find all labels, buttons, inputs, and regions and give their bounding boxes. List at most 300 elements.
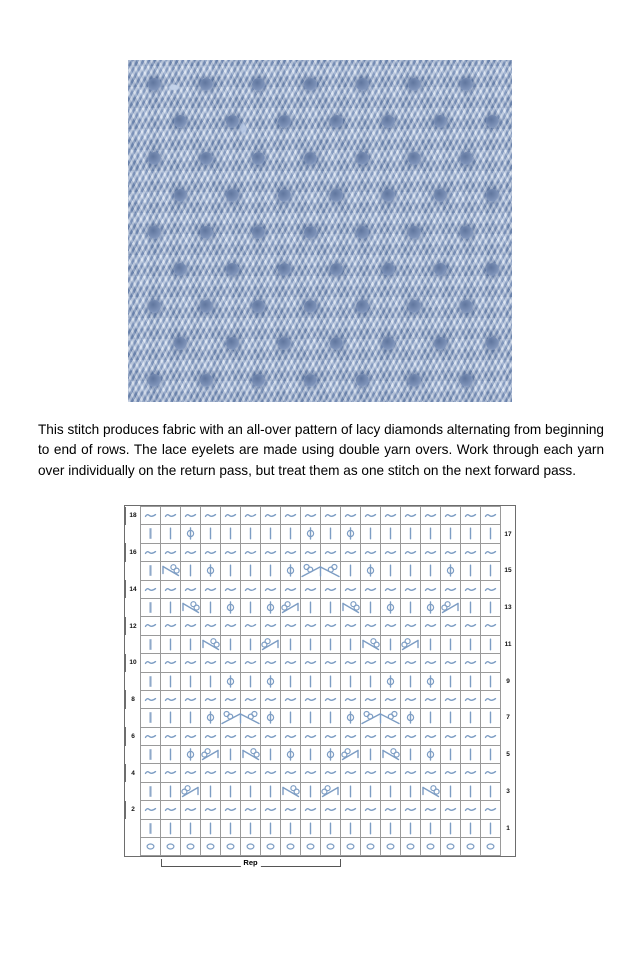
purl-symbol xyxy=(341,764,360,781)
chart-cell xyxy=(181,819,201,837)
chart-cell xyxy=(201,782,221,800)
cast-on-symbol xyxy=(401,838,420,855)
knit-symbol xyxy=(441,820,460,837)
chart-cell xyxy=(281,543,301,561)
purl-symbol xyxy=(181,617,200,634)
chart-cell xyxy=(341,838,361,856)
chart-cell xyxy=(141,801,161,819)
chart-cell xyxy=(301,709,321,727)
eyelet-hole xyxy=(304,300,317,313)
purl-symbol xyxy=(301,764,320,781)
chart-cell xyxy=(481,598,501,616)
chart-cell xyxy=(161,543,181,561)
chart-cell xyxy=(401,838,421,856)
chart-cell xyxy=(361,782,381,800)
chart-cell xyxy=(361,838,381,856)
chart-cell xyxy=(221,746,241,764)
purl-symbol xyxy=(421,581,440,598)
yarn-over-symbol xyxy=(221,673,240,690)
purl-symbol xyxy=(381,507,400,524)
knit-symbol xyxy=(261,525,280,542)
chart-cell xyxy=(401,690,421,708)
purl-symbol xyxy=(161,654,180,671)
chart-cell xyxy=(181,654,201,672)
purl-symbol xyxy=(481,764,500,781)
chart-cell xyxy=(241,598,261,616)
eyelet-hole xyxy=(382,263,395,276)
chart-cell xyxy=(441,709,461,727)
row-number-right xyxy=(501,801,516,819)
chart-cell xyxy=(301,654,321,672)
row-number-left: 6 xyxy=(126,727,141,745)
knit-symbol xyxy=(241,562,260,579)
chart-cell xyxy=(341,782,361,800)
knit-symbol xyxy=(321,599,340,616)
eyelet-hole xyxy=(460,226,473,239)
knit-symbol xyxy=(261,562,280,579)
chart-cell xyxy=(201,598,221,616)
purl-symbol xyxy=(401,581,420,598)
chart-cell xyxy=(161,525,181,543)
chart-cell xyxy=(321,543,341,561)
chart-cell xyxy=(461,782,481,800)
chart-cell xyxy=(341,635,361,653)
chart-row-10 xyxy=(126,654,516,672)
row-number-right xyxy=(501,690,516,708)
chart-cell xyxy=(361,525,381,543)
chart-cell xyxy=(201,838,221,856)
chart-cell xyxy=(241,746,261,764)
chart-cell xyxy=(221,507,241,525)
repeat-label: Rep xyxy=(240,858,260,867)
chart-cell xyxy=(481,525,501,543)
knit-symbol xyxy=(241,783,260,800)
chart-cell xyxy=(361,562,381,580)
purl-symbol xyxy=(161,581,180,598)
center-double-decrease-symbol xyxy=(381,709,400,726)
purl-symbol xyxy=(201,617,220,634)
purl-symbol xyxy=(301,654,320,671)
eyelet-hole xyxy=(278,189,291,202)
row-number-right: 17 xyxy=(504,530,512,538)
eyelet-hole xyxy=(278,263,291,276)
knit-symbol xyxy=(141,709,160,726)
repeat-bracket-bar xyxy=(161,859,341,867)
chart-cell xyxy=(461,746,481,764)
chart-cell xyxy=(381,654,401,672)
chart-cell xyxy=(181,525,201,543)
purl-symbol xyxy=(441,801,460,818)
purl-symbol xyxy=(221,544,240,561)
knit-symbol xyxy=(401,599,420,616)
purl-symbol xyxy=(241,691,260,708)
knit-symbol xyxy=(141,746,160,763)
chart-cell xyxy=(341,690,361,708)
chart-cell xyxy=(321,819,341,837)
purl-symbol xyxy=(201,544,220,561)
purl-symbol xyxy=(201,507,220,524)
knit-symbol xyxy=(201,525,220,542)
chart-cell xyxy=(181,801,201,819)
chart-cell xyxy=(381,746,401,764)
knit-symbol xyxy=(181,709,200,726)
chart-cell xyxy=(281,801,301,819)
chart-cell xyxy=(161,819,181,837)
yarn-over-symbol xyxy=(261,599,280,616)
purl-symbol xyxy=(421,507,440,524)
chart-cell xyxy=(261,764,281,782)
purl-symbol xyxy=(281,801,300,818)
chart-cell xyxy=(341,709,361,727)
eyelet-hole xyxy=(252,374,265,387)
chart-cell xyxy=(401,635,421,653)
chart-cell xyxy=(421,562,441,580)
chart-cell xyxy=(161,635,181,653)
center-double-decrease-symbol xyxy=(361,709,380,726)
purl-symbol xyxy=(221,617,240,634)
purl-symbol xyxy=(241,544,260,561)
knit-symbol xyxy=(381,525,400,542)
chart-cell xyxy=(221,690,241,708)
purl-symbol xyxy=(321,691,340,708)
chart-cell xyxy=(481,709,501,727)
chart-cell xyxy=(261,746,281,764)
row-number-right: 15 xyxy=(504,567,512,575)
eyelet-hole xyxy=(148,152,161,165)
eyelet-hole xyxy=(408,300,421,313)
chart-cell xyxy=(221,709,241,727)
knit-symbol xyxy=(181,673,200,690)
chart-cell xyxy=(201,672,221,690)
purl-symbol xyxy=(221,728,240,745)
yarn-over-symbol xyxy=(181,746,200,763)
knit-symbol xyxy=(481,562,500,579)
knit-symbol xyxy=(481,599,500,616)
purl-symbol xyxy=(321,654,340,671)
chart-cell xyxy=(181,507,201,525)
purl-symbol xyxy=(321,801,340,818)
chart-cell xyxy=(141,746,161,764)
eyelet-hole xyxy=(304,374,317,387)
chart-cell xyxy=(161,654,181,672)
chart-cell xyxy=(261,819,281,837)
knit-symbol xyxy=(301,783,320,800)
chart-cell xyxy=(441,654,461,672)
left-decrease-yo-symbol xyxy=(281,783,300,800)
chart-cell xyxy=(261,617,281,635)
chart-cell xyxy=(141,635,161,653)
chart-cell xyxy=(381,801,401,819)
chart-cell xyxy=(361,543,381,561)
cast-on-symbol xyxy=(281,838,300,855)
purl-symbol xyxy=(141,507,160,524)
chart-cell xyxy=(341,507,361,525)
chart-cell xyxy=(441,782,461,800)
purl-symbol xyxy=(281,691,300,708)
left-decrease-yo-symbol xyxy=(341,599,360,616)
eyelet-hole xyxy=(460,78,473,91)
knit-symbol xyxy=(381,820,400,837)
purl-symbol xyxy=(441,507,460,524)
knit-symbol xyxy=(301,820,320,837)
eyelet-hole xyxy=(330,189,343,202)
purl-symbol xyxy=(481,728,500,745)
purl-symbol xyxy=(201,581,220,598)
knit-symbol xyxy=(481,673,500,690)
knit-symbol xyxy=(201,783,220,800)
purl-symbol xyxy=(341,801,360,818)
row-number-left: 16 xyxy=(126,543,141,561)
purl-symbol xyxy=(281,728,300,745)
right-decrease-yo-symbol xyxy=(321,783,340,800)
yarn-over-symbol xyxy=(341,525,360,542)
chart-cell xyxy=(441,562,461,580)
chart-cell xyxy=(361,580,381,598)
purl-symbol xyxy=(401,801,420,818)
purl-symbol xyxy=(341,728,360,745)
chart-cell xyxy=(301,635,321,653)
knit-symbol xyxy=(401,783,420,800)
chart-cell xyxy=(161,672,181,690)
chart-cell xyxy=(141,819,161,837)
knit-symbol xyxy=(421,636,440,653)
purl-symbol xyxy=(241,764,260,781)
chart-cell xyxy=(201,580,221,598)
knit-symbol xyxy=(481,783,500,800)
chart-cell xyxy=(281,580,301,598)
purl-symbol xyxy=(341,507,360,524)
chart-cell xyxy=(401,617,421,635)
knit-symbol xyxy=(401,820,420,837)
purl-symbol xyxy=(181,691,200,708)
chart-cell xyxy=(261,507,281,525)
knit-symbol xyxy=(281,820,300,837)
purl-symbol xyxy=(401,691,420,708)
chart-cell xyxy=(261,672,281,690)
chart-cell xyxy=(241,562,261,580)
chart-cell xyxy=(421,654,441,672)
chart-cell xyxy=(441,580,461,598)
knit-symbol xyxy=(461,673,480,690)
yarn-over-symbol xyxy=(261,709,280,726)
row-number-left xyxy=(126,782,141,800)
yarn-over-symbol xyxy=(201,709,220,726)
cast-on-symbol xyxy=(301,838,320,855)
eyelet-hole xyxy=(382,115,395,128)
knit-symbol xyxy=(341,636,360,653)
left-decrease-yo-symbol xyxy=(361,636,380,653)
knit-symbol xyxy=(241,636,260,653)
chart-cell xyxy=(261,838,281,856)
purl-symbol xyxy=(361,617,380,634)
row-number-right xyxy=(501,838,516,856)
eyelet-hole xyxy=(408,226,421,239)
knit-symbol xyxy=(321,673,340,690)
eyelet-hole xyxy=(148,374,161,387)
chart-cell xyxy=(401,672,421,690)
eyelet-hole xyxy=(330,115,343,128)
chart-cell xyxy=(301,764,321,782)
eyelet-hole xyxy=(486,337,499,350)
chart-cell xyxy=(421,617,441,635)
chart-cell xyxy=(281,507,301,525)
chart-cell xyxy=(421,598,441,616)
chart-cell xyxy=(241,507,261,525)
purl-symbol xyxy=(321,728,340,745)
purl-symbol xyxy=(201,654,220,671)
purl-symbol xyxy=(381,654,400,671)
purl-symbol xyxy=(281,507,300,524)
chart-cell xyxy=(341,764,361,782)
purl-symbol xyxy=(481,801,500,818)
chart-cell xyxy=(221,598,241,616)
row-number-right: 5 xyxy=(506,751,510,759)
chart-cell xyxy=(181,672,201,690)
eyelet-hole xyxy=(174,337,187,350)
chart-cell xyxy=(261,598,281,616)
chart-cell xyxy=(461,562,481,580)
knit-symbol xyxy=(141,783,160,800)
purl-symbol xyxy=(201,728,220,745)
chart-grid-border xyxy=(124,505,516,857)
chart-cell xyxy=(261,635,281,653)
eyelet-hole xyxy=(486,189,499,202)
chart-cell xyxy=(361,672,381,690)
knit-symbol xyxy=(361,673,380,690)
left-decrease-yo-symbol xyxy=(421,783,440,800)
center-double-decrease-symbol xyxy=(321,562,340,579)
knit-symbol xyxy=(461,636,480,653)
knit-symbol xyxy=(461,562,480,579)
row-number-right xyxy=(501,727,516,745)
chart-cell xyxy=(301,543,321,561)
chart-cell xyxy=(301,838,321,856)
chart-cell xyxy=(161,690,181,708)
purl-symbol xyxy=(361,544,380,561)
chart-cell xyxy=(261,709,281,727)
knit-symbol xyxy=(441,525,460,542)
purl-symbol xyxy=(461,654,480,671)
chart-cell xyxy=(461,598,481,616)
chart-row-2 xyxy=(126,801,516,819)
purl-symbol xyxy=(381,581,400,598)
chart-cell xyxy=(421,709,441,727)
chart-cell xyxy=(181,764,201,782)
purl-symbol xyxy=(141,764,160,781)
purl-symbol xyxy=(281,617,300,634)
yarn-over-symbol xyxy=(261,673,280,690)
chart-cell xyxy=(181,782,201,800)
chart-cell xyxy=(241,580,261,598)
chart-cell xyxy=(481,764,501,782)
chart-cell xyxy=(421,690,441,708)
purl-symbol xyxy=(261,507,280,524)
knit-symbol xyxy=(441,746,460,763)
chart-row-1 xyxy=(126,819,516,837)
eyelet-hole xyxy=(408,374,421,387)
knit-symbol xyxy=(461,820,480,837)
chart-cell xyxy=(141,654,161,672)
knit-symbol xyxy=(241,673,260,690)
chart-cell xyxy=(361,507,381,525)
eyelet-hole xyxy=(356,226,369,239)
purl-symbol xyxy=(341,617,360,634)
chart-cell xyxy=(421,801,441,819)
cast-on-symbol xyxy=(441,838,460,855)
chart-cell xyxy=(261,727,281,745)
knit-symbol xyxy=(461,746,480,763)
chart-cell xyxy=(241,819,261,837)
chart-cell xyxy=(141,598,161,616)
chart-cell xyxy=(381,635,401,653)
purl-symbol xyxy=(461,764,480,781)
yarn-over-symbol xyxy=(181,525,200,542)
eyelet-hole xyxy=(252,152,265,165)
chart-cell xyxy=(201,819,221,837)
chart-cell xyxy=(401,525,421,543)
purl-symbol xyxy=(261,581,280,598)
yarn-over-symbol xyxy=(361,562,380,579)
center-double-decrease-symbol xyxy=(241,709,260,726)
chart-cell xyxy=(281,635,301,653)
chart-cell xyxy=(141,782,161,800)
row-number-left xyxy=(126,838,141,856)
purl-symbol xyxy=(261,728,280,745)
purl-symbol xyxy=(261,691,280,708)
knit-symbol xyxy=(221,746,240,763)
row-number-right xyxy=(501,580,516,598)
eyelet-hole xyxy=(304,78,317,91)
knit-symbol xyxy=(141,599,160,616)
chart-cell xyxy=(201,801,221,819)
chart-cell xyxy=(461,525,481,543)
chart-row-5 xyxy=(126,746,516,764)
chart-cell xyxy=(421,838,441,856)
purl-symbol xyxy=(361,691,380,708)
chart-cell xyxy=(341,543,361,561)
chart-row-0 xyxy=(126,838,516,856)
chart-cell xyxy=(261,562,281,580)
purl-symbol xyxy=(221,581,240,598)
purl-symbol xyxy=(441,691,460,708)
chart-cell xyxy=(221,672,241,690)
purl-symbol xyxy=(461,507,480,524)
knit-symbol xyxy=(181,820,200,837)
knit-symbol xyxy=(161,636,180,653)
row-number-right: 7 xyxy=(506,714,510,722)
row-number-left: 18 xyxy=(126,507,141,525)
purl-symbol xyxy=(161,544,180,561)
knit-symbol xyxy=(241,599,260,616)
chart-cell xyxy=(261,690,281,708)
chart-cell xyxy=(141,525,161,543)
chart-cell xyxy=(321,507,341,525)
chart-cell xyxy=(301,672,321,690)
chart-cell xyxy=(361,727,381,745)
purl-symbol xyxy=(221,654,240,671)
chart-cell xyxy=(461,635,481,653)
chart-cell xyxy=(481,635,501,653)
chart-row-13 xyxy=(126,598,516,616)
chart-cell xyxy=(381,617,401,635)
chart-cell xyxy=(481,801,501,819)
purl-symbol xyxy=(141,801,160,818)
purl-symbol xyxy=(161,691,180,708)
eyelet-hole xyxy=(174,115,187,128)
chart-cell xyxy=(421,819,441,837)
purl-symbol xyxy=(161,617,180,634)
row-number-left: 8 xyxy=(126,690,141,708)
